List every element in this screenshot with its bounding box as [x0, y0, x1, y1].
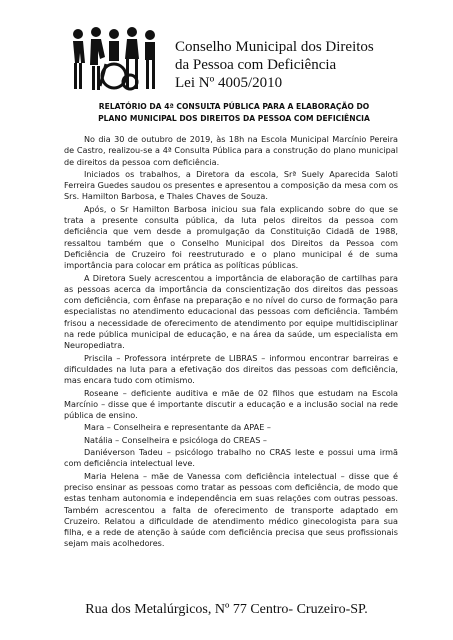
report-title-line-2: PLANO MUNICIPAL DOS DIREITOS DA PESSOA COM DEFICIÊNCIA — [98, 114, 370, 123]
accessibility-figures-icon — [68, 24, 162, 98]
header-law-number: Lei Nº 4005/2010 — [175, 75, 283, 91]
paragraph-roseane: Roseane – deficiente auditiva e mãe de 02 filhos que estudam na Escola Marcínio – disse que é importante discutir a educação e a inclusão social na rede pública de ensino. — [64, 387, 398, 421]
header-line-2: da Pessoa com Deficiência — [175, 57, 337, 73]
report-title — [64, 101, 404, 125]
paragraph-priscila: Priscila – Professora intérprete de LIBRAS – informou encontrar barreiras e dificuldades na luta para a efetivação dos direitos das pessoas com deficiência, mas encara tudo com otimismo. — [64, 352, 398, 386]
paragraph-suely: A Diretora Suely acrescentou a importância de elaboração de cartilhas para as pessoas acerca da importância da conscientização dos direitos das pessoas com deficiência, com ênfase na preparação e no nível do curso de formação para especialistas no atendimento educacional das pessoas com deficiência. Também frisou a necessidade de oferecimento de atendimento por equipe multidisciplinar na rede pública municipal de educação, e na área da saúde, um especialista em Neuropediatra. — [64, 272, 398, 351]
report-body — [64, 134, 398, 551]
paragraph-mara: Mara – Conselheira e representante da APAE – — [84, 422, 271, 433]
paragraph-natalia: Natália – Conselheira e psicóloga do CREAS – — [84, 434, 267, 445]
paragraph-danieverson: Daniéverson Tadeu – psicólogo trabalho no CRAS leste e possui uma irmã com deficiência intelectual leve. — [64, 447, 398, 469]
header-line-1: Conselho Municipal dos Direitos — [175, 39, 374, 55]
paragraph-introduction: Iniciados os trabalhos, a Diretora da escola, Srª Suely Aparecida Saloti Ferreira Guedes saudou os presentes e apresentou a composição da mesa com os Srs. Hamilton Barbosa, e Thales Chaves de Souza. — [64, 168, 398, 202]
report-title-line-1: RELATÓRIO DA 4ª CONSULTA PÚBLICA PARA A ELABORAÇÃO DO — [98, 102, 370, 111]
paragraph-hamilton: Após, o Sr Hamilton Barbosa iniciou sua fala explicando sobre do que se trata a presente consulta pública, da luta pelos direitos da pessoa com deficiência que vem desde a promulgação da Constituição Cidadã de 1988, ressaltou também que o Conselho Municipal dos Direitos da Pessoa com Deficiência de Cruzeiro foi reestruturado e o plano municipal é de suma importância para colocar em prática as políticas públicas. — [64, 203, 398, 271]
address-footer: Rua dos Metalúrgicos, Nº 77 Centro- Cruzeiro-SP. — [85, 602, 368, 617]
council-logo — [68, 24, 162, 98]
council-header — [175, 38, 445, 92]
paragraph-maria-helena: Maria Helena – mãe de Vanessa com deficiência intelectual – disse que é preciso ensinar as pessoas como tratar as pessoas com deficiência, de modo que estas tenham autonomia e independência em suas relações com outras pessoas. Também acrescentou a falta de oferecimento de transporte adaptado em Cruzeiro. Relatou a dificuldade de atendimento médico ginecologista para sua filha, e a rede de atenção à saúde com deficiência precisa que seus profissionais sejam mais acolhedores. — [64, 470, 398, 549]
paragraph-opening: No dia 30 de outubro de 2019, às 18h na Escola Municipal Marcínio Pereira de Castro, realizou-se a 4ª Consulta Pública para a construção do plano municipal de direitos da pessoa com deficiência. — [64, 134, 398, 167]
